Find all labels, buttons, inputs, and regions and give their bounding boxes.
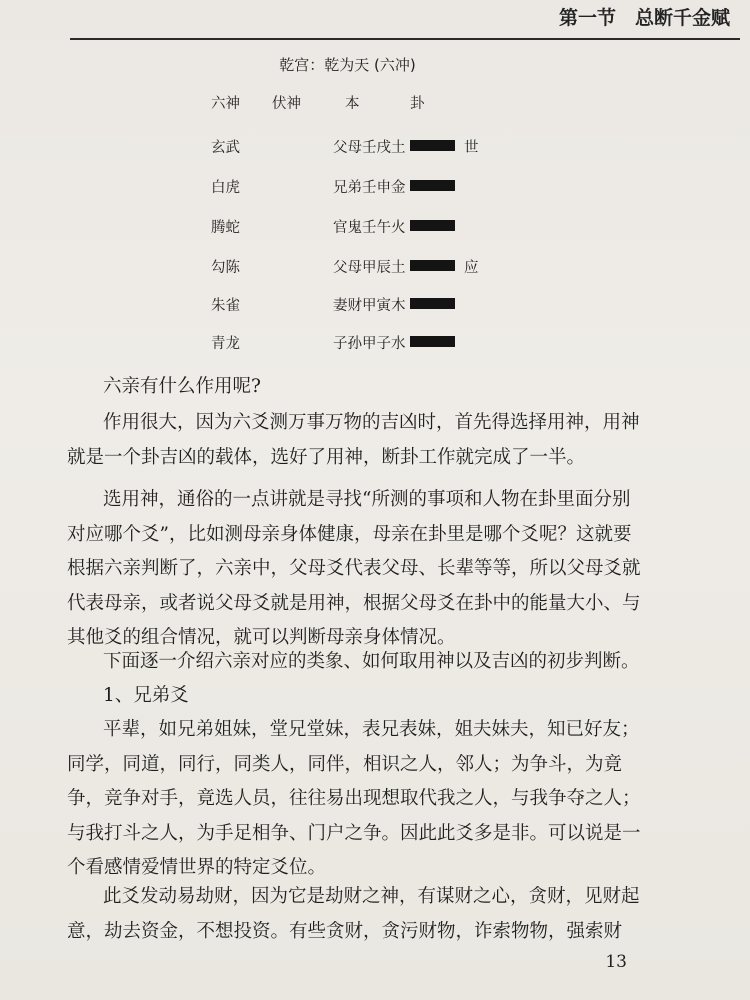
paragraph-5: 此爻发动易劫财，因为它是劫财之神，有谋财之心，贪财，见财起 意，劫去资金，不想投资。有些贪财，贪污财物，诈索物物，强索财 (67, 886, 640, 942)
yang-line (410, 336, 455, 347)
relation-cell: 妻财甲寅木 (333, 298, 406, 314)
hexagram-row (0, 216, 750, 240)
hexagram-title: 乾宫：乾为天 (六冲) (279, 56, 416, 74)
hexagram-row (0, 136, 750, 160)
relation-cell: 子孙甲子水 (333, 336, 406, 352)
relation-cell: 兄弟壬申金 (333, 180, 406, 196)
paragraph-3: 下面逐一介绍六亲对应的类象、如何取用神以及吉凶的初步判断。 (103, 651, 640, 672)
hexagram-row (0, 294, 750, 318)
section-heading: 1、兄弟爻 (103, 685, 189, 706)
yang-line (410, 298, 455, 309)
shi-ying-mark: 应 (464, 260, 479, 276)
paragraph-2: 选用神，通俗的一点讲就是寻找“所测的事项和人物在卦里面分别 对应哪个爻”，比如测母亲身体健康，母亲在卦里是哪个爻呢？这就要 根据六亲判断了，六亲中，父母爻代表父母、长辈等等，所以父母爻就 代表母亲，或者说父母爻就是用神，根据父母爻在卦中的能量大小、与 其他爻的组合情况，就可以判断母亲身体情况。 (67, 489, 641, 648)
page-number: 13 (605, 952, 627, 972)
col-head-hidden-god: 伏神 (272, 96, 301, 112)
relation-cell: 父母甲辰土 (333, 260, 406, 276)
paragraph-1: 作用很大，因为六爻测万事万物的吉凶时，首先得选择用神，用神 就是一个卦吉凶的载体，选好了用神，断卦工作就完成了一半。 (67, 412, 640, 468)
col-head-ben: 本 (345, 96, 360, 112)
yang-line (410, 140, 455, 151)
col-head-six-gods: 六神 (211, 96, 240, 112)
yang-line (410, 260, 455, 271)
question-line: 六亲有什么作用呢? (103, 376, 261, 397)
hexagram-table (0, 0, 750, 360)
paragraph-4: 平辈，如兄弟姐妹，堂兄堂妹，表兄表妹，姐夫妹夫，知已好友； 同学，同道，同行，同类人，同伴，相识之人，邻人；为争斗，为竟 争，竞争对手，竟选人员，往往易出现想取代我之人，与我争夺之人； 与我打斗之人，为手足相争、门户之争。因此此爻多是非。可以说是一 个看感情爱情世界的特定爻位。 (67, 719, 641, 878)
col-head-gua: 卦 (410, 96, 425, 112)
yang-line (410, 180, 455, 191)
six-god-cell: 玄武 (211, 140, 240, 156)
hexagram-row (0, 176, 750, 200)
six-god-cell: 腾蛇 (211, 220, 240, 236)
relation-cell: 官鬼壬午火 (333, 220, 406, 236)
six-god-cell: 朱雀 (211, 298, 240, 314)
running-header: 第一节 总断千金赋 (558, 7, 730, 29)
hexagram-row (0, 256, 750, 280)
hexagram-row (0, 332, 750, 356)
six-god-cell: 勾陈 (211, 260, 240, 276)
six-god-cell: 白虎 (211, 180, 240, 196)
six-god-cell: 青龙 (211, 336, 240, 352)
yang-line (410, 220, 455, 231)
shi-ying-mark: 世 (464, 140, 479, 156)
relation-cell: 父母壬戌土 (333, 140, 406, 156)
